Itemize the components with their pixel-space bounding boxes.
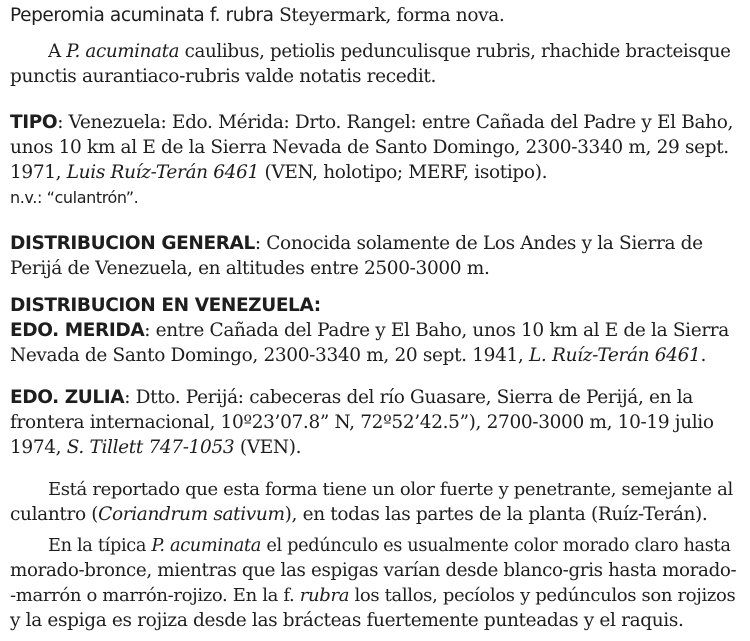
para1-line-1: Está reportado que esta forma tiene un olor fuerte y penetrante, semejante al [48, 479, 733, 500]
para2-text: En la típica [48, 536, 152, 556]
zulia-line-1 [10, 386, 738, 410]
para2-line-2: morado-bronce, mientras que las espigas varían desde blanco-gris hasta morado- [10, 560, 737, 581]
para2-line-4: y la espiga es rojiza desde las brácteas fuertemente punteadas y el raquis. [10, 610, 684, 631]
zulia-text: (VEN). [234, 437, 302, 458]
tipo-collector: Luis Ruíz-Terán 6461 [66, 162, 259, 183]
para2-text: los tallos, pecíolos y pedúnculos son rojizos [349, 585, 736, 606]
para2-text: el pedúnculo es usualmente color morado claro hasta [261, 536, 731, 556]
dist-general-line-2: Perijá de Venezuela, en altitudes entre 2500-3000 m. [10, 258, 490, 279]
merida-line-1 [10, 319, 738, 343]
zulia-label: EDO. ZULIA [10, 387, 125, 408]
tipo-text: : Venezuela: Edo. Mérida: Drto. Rangel: entre Cañada del Padre y El Baho, [57, 112, 734, 133]
diagnosis-species: P. acuminata [66, 41, 180, 62]
dist-general-line-1 [10, 232, 738, 256]
dist-venezuela-heading: DISTRIBUCION EN VENEZUELA: [10, 295, 321, 316]
zulia-line-2: frontera internacional, 10º23’07.8” N, 72º52’42.5”), 2700-3000 m, 10-19 julio [10, 412, 714, 433]
zulia-collector: S. Tillett 747-1053 [66, 437, 235, 458]
merida-label: EDO. MERIDA [10, 320, 145, 341]
taxon-title [10, 4, 738, 28]
dist-general-text: : Conocida solamente de Los Andes y la Sierra de [254, 233, 703, 254]
para1-line-2 [10, 503, 738, 527]
tipo-line-2: unos 10 km al E de la Sierra Nevada de Santo Domingo, 2300-3340 m, 29 sept. [10, 137, 729, 158]
tipo-line-1 [10, 111, 738, 135]
para2-line-3 [10, 584, 738, 608]
para1-species: Coriandrum sativum [98, 504, 285, 525]
zulia-text: 1974, [10, 437, 67, 458]
para2-line-1 [48, 534, 738, 558]
zulia-line-3 [10, 436, 738, 460]
tipo-vernacular-name: n.v.: “culantrón”. [10, 188, 139, 207]
merida-text: . [700, 345, 706, 366]
diagnosis-line-2: punctis aurantiaco-rubris valde notatis recedit. [10, 66, 437, 87]
tipo-line-3 [10, 161, 738, 185]
diagnosis-line-1 [48, 40, 738, 64]
dist-general-label: DISTRIBUCION GENERAL [10, 233, 255, 254]
tipo-text: 1971, [10, 162, 67, 183]
tipo-text: (VEN, holotipo; MERF, isotipo). [258, 162, 548, 183]
para2-text: -marrón o marrón-rojizo. En la f. [10, 585, 300, 606]
para1-text: culantro ( [10, 504, 99, 525]
para1-text: ), en todas las partes de la planta (Ruíz-Terán). [284, 504, 708, 525]
merida-line-2 [10, 344, 738, 368]
diagnosis-text: caulibus, petiolis pedunculisque rubris, rhachide bracteisque [179, 41, 731, 62]
merida-collector: L. Ruíz-Terán 6461 [529, 345, 701, 366]
merida-text: Nevada de Santo Domingo, 2300-3340 m, 20 sept. 1941, [10, 345, 529, 366]
taxon-name: Peperomia acuminata f. rubra [10, 5, 274, 26]
merida-text: : entre Cañada del Padre y El Baho, unos 10 km al E de la Sierra [144, 320, 729, 341]
para2-form: rubra [299, 585, 350, 606]
zulia-text: : Dtto. Perijá: cabeceras del río Guasare, Sierra de Perijá, en la [124, 387, 693, 408]
diagnosis-text: A [48, 41, 67, 62]
para2-species: P. acuminata [151, 536, 262, 556]
taxon-author: Steyermark, forma nova. [273, 5, 505, 26]
tipo-label: TIPO [10, 112, 58, 133]
